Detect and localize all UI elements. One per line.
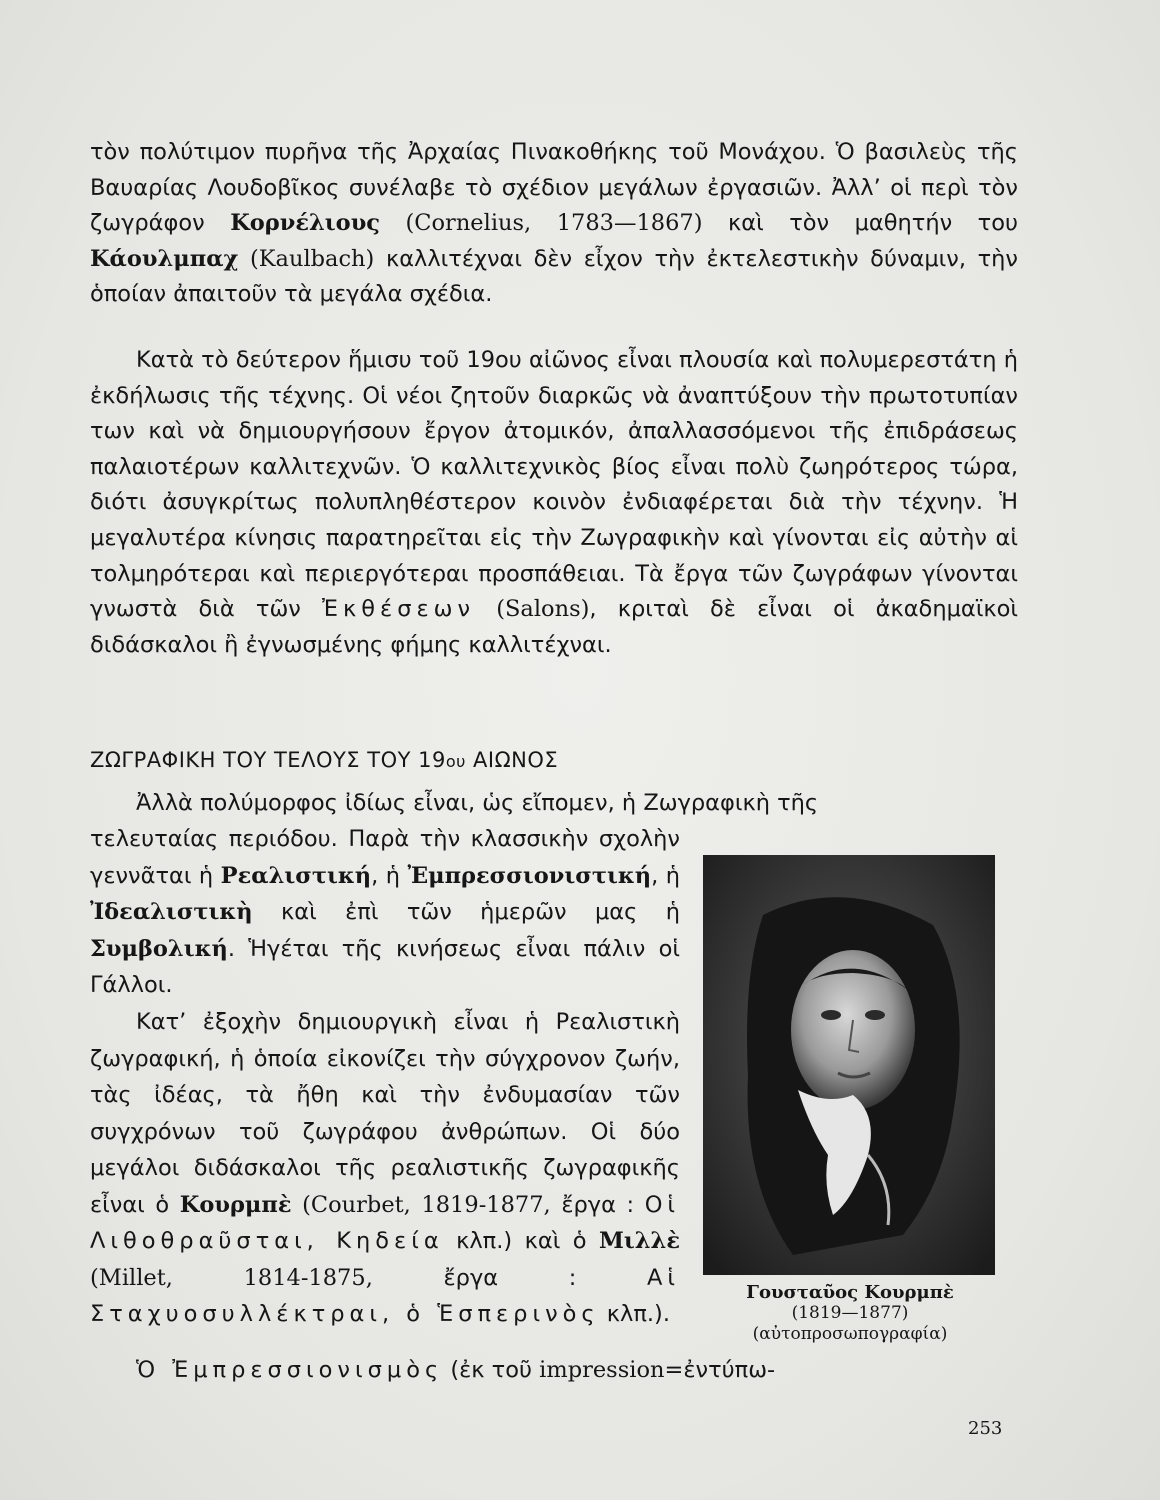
caption-years: (1819—1877) [791, 1303, 909, 1323]
term-symbolic: Συμβολική [90, 935, 228, 962]
name-millet: Μιλλὲ [598, 1228, 680, 1254]
paragraph-munich: τὸν πολύτιμον πυρῆνα τῆς Ἀρχαίας Πινακοθήκης τοῦ Μονάχου. Ὁ βασιλεὺς τῆς Βαυαρίας Λουδοβῖκος συνέλαβε τὸ σχέδιον μεγάλων ἐργασιῶν. Ἀλλ’ οἱ περὶ τὸν ζωγράφον Κορνέλιους (Cornelius, 1783—1867) καὶ τὸν μαθητήν του Κάουλμπαχ (Kaulbach) καλλιτέχναι δὲν εἶχον τὴν ἐκτελεστικὴν δύναμιν, τὴν ὁποίαν ἀπαιτοῦν τὰ μεγάλα σχέδια. [90, 139, 1019, 308]
courbet-self-portrait [703, 855, 995, 1275]
caption-name: Γουσταῦος Κουρμπὲ [746, 1282, 954, 1303]
term-idealist: Ἰδεαλιστικὴ [90, 899, 253, 925]
name-kaulbach: Κάουλμπαχ [90, 245, 239, 272]
name-cornelius: Κορνέλιους [230, 210, 381, 237]
section-heading: ΖΩΓΡΑΦΙΚΗ ΤΟΥ ΤΕΛΟΥΣ ΤΟΥ 19ου ΑΙΩΝΟΣ [90, 748, 559, 772]
portrait-image [703, 855, 995, 1275]
paragraph-polymorph: τελευταίας περιόδου. Παρὰ τὴν κλασσικὴν σχολὴν γεννᾶται ἡ Ρεαλιστική, ἡ Ἐμπρεσσιονιστική, ἡ Ἰδεαλιστικὴ καὶ ἐπὶ τῶν ἡμερῶν μας ἡ Συμβολική. Ἡγέται τῆς κινήσεως εἶναι πάλιν οἱ Γάλλοι. [90, 826, 680, 998]
figure-caption [700, 1282, 1000, 1345]
works-courbet: Οἱ Λιθοθραῦσται, Κηδεία [90, 1191, 681, 1254]
term-realistic: Ρεαλιστική [220, 862, 372, 889]
caption-note: (αὐτοπροσωπογραφία) [752, 1324, 948, 1344]
paragraph-realism: Κατ’ ἐξοχὴν δημιουργικὴ εἶναι ἡ Ρεαλιστικὴ ζωγραφική, ἡ ὁποία εἰκονίζει τὴν σύγχρονον ζωήν, τὰς ἰδέας, τὰ ἤθη καὶ τὴν ἐνδυμασίαν τῶν συγχρόνων τοῦ ζωγράφου ἀνθρώπων. Οἱ δύο μεγάλοι διδάσκαλοι τῆς ρεαλιστικῆς ζωγραφικῆς εἶναι ὁ Κουρμπὲ (Courbet, 1819-1877, ἔργα : Οἱ Λιθοθραῦσται, Κηδεία κλπ.) καὶ ὁ Μιλλὲ (Millet, 1814-1875, ἔργα : Αἱ Σταχυοσυλλέκτραι, ὁ Ἑσπερινὸς κλπ.). [90, 1009, 681, 1327]
name-courbet: Κουρμπὲ [179, 1191, 292, 1218]
page-number: 253 [968, 1418, 1003, 1439]
term-exhibitions: Ἐκθέσεων [322, 596, 476, 623]
paragraph-polymorph-firstline: Ἀλλὰ πολύμορφος ἰδίως εἶναι, ὡς εἴπομεν, ἡ Ζωγραφικὴ τῆς [136, 790, 819, 816]
term-impressionist: Ἐμπρεσσιονιστική [407, 862, 652, 889]
paragraph-19th-century: Κατὰ τὸ δεύτερον ἥμισυ τοῦ 19ου αἰῶνος εἶναι πλουσία καὶ πολυμερεστάτη ἡ ἐκδήλωσις τῆς τέχνης. Οἱ νέοι ζητοῦν διαρκῶς νὰ ἀναπτύξουν τὴν πρωτοτυπίαν των καὶ νὰ δημιουργήσουν ἔργον ἀτομικόν, ἀπαλλασσόμενοι τῆς ἐπιδράσεως παλαιοτέρων καλλιτεχνῶν. Ὁ καλλιτεχνικὸς βίος εἶναι πολὺ ζωηρότερος τώρα, διότι ἀσυγκρίτως πολυπληθέστερον κοινὸν ἐνδιαφέρεται διὰ τὴν τέχνην. Ἡ μεγαλυτέρα κίνησις παρατηρεῖται εἰς τὴν Ζωγραφικὴν καὶ γίνονται εἰς αὐτὴν αἱ τολμηρότεραι καὶ περιεργότεραι προσπάθειαι. Τὰ ἔργα τῶν ζωγράφων γίνονται γνωστὰ διὰ τῶν Ἐκθέσεων (Salons), κριταὶ δὲ εἶναι οἱ ἀκαδημαϊκοὶ διδάσκαλοι ἢ ἐγνωσμένης φήμης καλλιτέχναι. [90, 347, 1018, 658]
works-millet: Αἱ Σταχυοσυλλέκτραι, ὁ Ἑσπερινὸς [90, 1264, 680, 1327]
paragraph-impressionism: Ὁ Ἐμπρεσσιονισμὸς (ἐκ τοῦ impression=ἐντύπω- [136, 1357, 776, 1383]
